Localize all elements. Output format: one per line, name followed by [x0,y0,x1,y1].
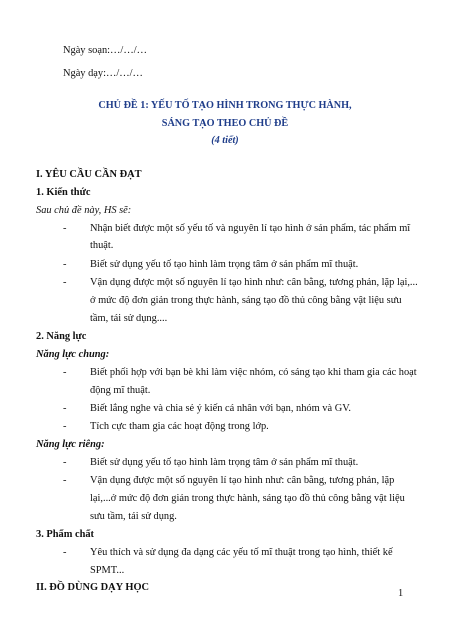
ngay-day: Ngày dạy:…/…/… [63,68,143,79]
rieng-item-2-line-3: sưu tầm, tái sử dụng. [90,511,177,522]
bullet-dash: - [63,367,67,378]
nangluc-rieng-heading: Năng lực riêng: [36,439,105,450]
kienthuc-item-1-line-1: Nhận biết được một số yếu tố và nguyên lí tạo hình ở sản phẩm, tác phẩm mĩ [90,223,411,234]
bullet-dash: - [63,421,67,432]
rieng-item-2-line-1: Vận dụng được một số nguyên lí tạo hình như: cân bằng, tương phản, lặp [90,475,395,486]
title-line-2: SÁNG TẠO THEO CHỦ ĐỀ [161,118,289,129]
section1-heading: I. YÊU CẦU CẦN ĐẠT [36,169,142,180]
page-number: 1 [398,588,404,599]
kienthuc-intro: Sau chủ đề này, HS sẽ: [36,205,132,216]
bullet-dash: - [63,259,67,270]
kienthuc-heading: 1. Kiến thức [36,187,91,198]
chung-item-2: Biết lắng nghe và chia sẻ ý kiến cá nhân với bạn, nhóm và GV. [90,403,351,414]
kienthuc-item-3-line-1: Vận dụng được một số nguyên lí tạo hình như: cân bằng, tương phản, lặp lại,... [90,277,418,288]
phamchat-heading: 3. Phẩm chất [36,529,95,540]
title-line-3: (4 tiết) [211,135,239,146]
bullet-dash: - [63,403,67,414]
nangluc-heading: 2. Năng lực [36,331,87,342]
rieng-item-2-line-2: lại,...ở mức độ đơn giản trong thực hành, sáng tạo đồ thủ công bằng vật liệu [90,493,405,504]
chung-item-3: Tích cực tham gia các hoạt động trong lớp. [90,421,269,432]
phamchat-item-1-line-2: SPMT... [90,565,125,576]
kienthuc-item-1-line-2: thuật. [90,240,114,251]
chung-item-1-line-2: động mĩ thuật. [90,385,151,396]
rieng-item-1: Biết sử dụng yếu tố tạo hình làm trọng tâm ở sản phẩm mĩ thuật. [90,457,359,468]
title-line-1: CHỦ ĐỀ 1: YẾU TỐ TẠO HÌNH TRONG THỰC HÀNH, [98,100,352,111]
bullet-dash: - [63,547,67,558]
section2-heading: II. ĐỒ DÙNG DẠY HỌC [36,582,150,593]
kienthuc-item-2: Biết sử dụng yếu tố tạo hình làm trọng tâm ở sản phẩm mĩ thuật. [90,259,359,270]
bullet-dash: - [63,475,67,486]
bullet-dash: - [63,457,67,468]
kienthuc-item-3-line-3: tầm, tái sử dụng.... [90,313,168,324]
nangluc-chung-heading: Năng lực chung: [36,349,110,360]
phamchat-item-1-line-1: Yêu thích và sử dụng đa dạng các yếu tố mĩ thuật trong tạo hình, thiết kế [90,547,393,558]
kienthuc-item-3-line-2: ở mức độ đơn giản trong thực hành, sáng tạo đồ thủ công bằng vật liệu sưu [90,295,402,306]
ngay-soan: Ngày soạn:…/…/… [63,45,147,56]
chung-item-1-line-1: Biết phối hợp với bạn bè khi làm việc nhóm, có sáng tạo khi tham gia các hoạt [90,367,417,378]
bullet-dash: - [63,277,67,288]
bullet-dash: - [63,223,67,234]
